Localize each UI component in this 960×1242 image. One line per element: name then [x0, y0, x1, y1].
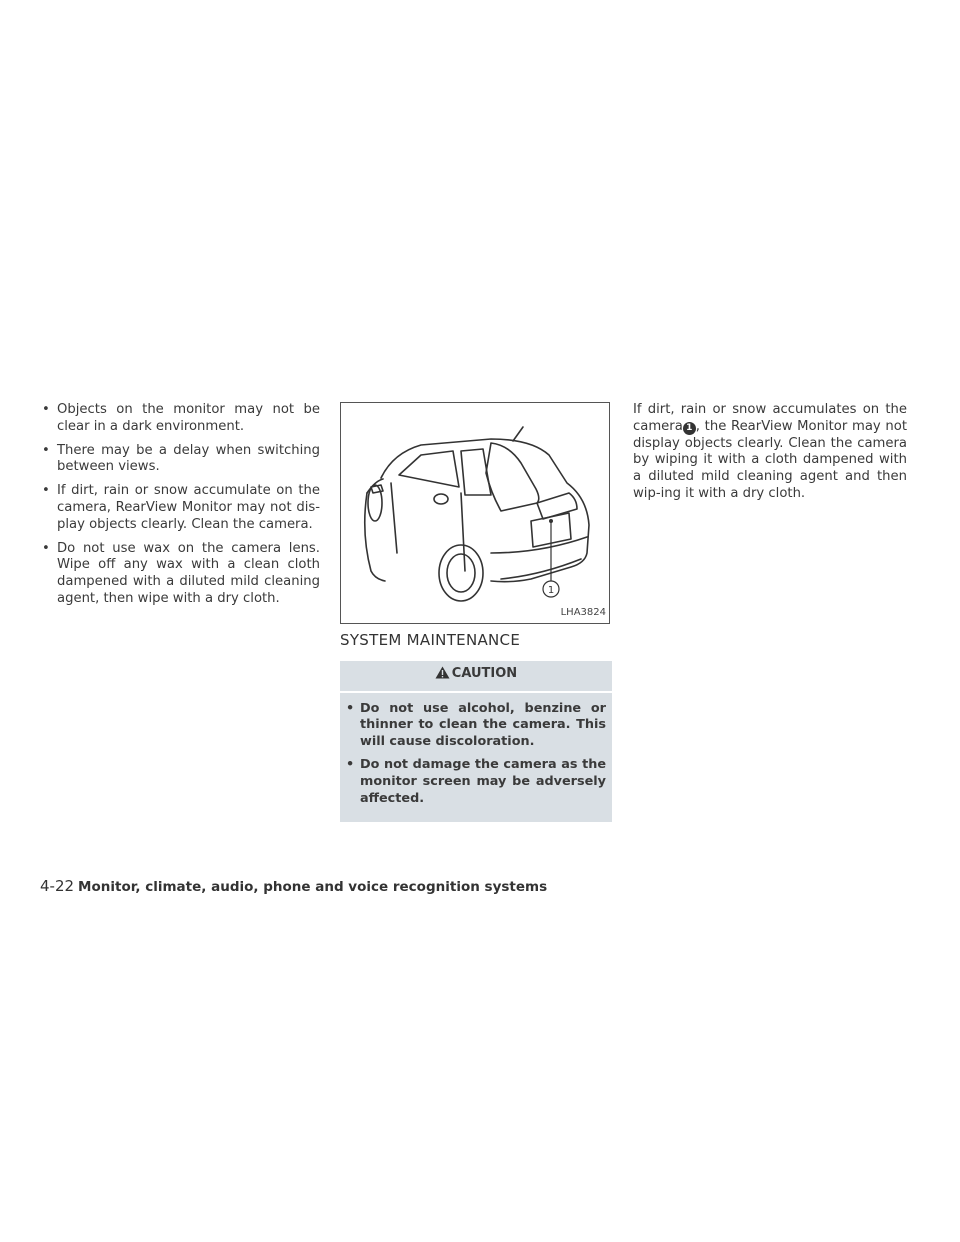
car-rear-view-drawing: [341, 403, 609, 623]
page-footer: [40, 877, 547, 895]
list-item: • Do not damage the camera as the monitor screen may be adversely affected.: [346, 757, 606, 806]
caution-list: [346, 701, 606, 808]
page-number: 4-22: [40, 877, 75, 895]
section-heading: SYSTEM MAINTENANCE: [340, 631, 521, 649]
figure-code: LHA3824: [560, 607, 606, 619]
rear-camera-illustration: [340, 402, 610, 624]
warning-triangle-icon: [435, 666, 450, 685]
list-item: • Do not use wax on the camera lens. Wipe off any wax with a clean cloth dampened with a diluted mild cleaning agent, then wipe with a dry cloth.: [42, 540, 320, 606]
left-column: [40, 402, 320, 615]
bullet-icon: •: [42, 540, 50, 556]
bullet-icon: •: [42, 483, 50, 499]
maintenance-paragraph: If dirt, rain or snow accumulates on the camera 1 , the RearView Monitor may not display objects clearly. Clean the camera by wiping it with a cloth dampened with a diluted mild cleaning agent and then wip-ing it with a dry cloth.: [633, 402, 907, 501]
figure-callout-label: 1: [547, 585, 555, 596]
chapter-title: Monitor, climate, audio, phone and voice recognition systems: [78, 879, 548, 895]
list-item: • Objects on the monitor may not be clear in a dark environment.: [42, 402, 320, 434]
bullet-icon: •: [346, 757, 355, 773]
bullet-icon: •: [42, 442, 50, 458]
callout-number-icon: 1: [683, 422, 696, 435]
caution-title: CAUTION: [451, 665, 518, 681]
list-item: • If dirt, rain or snow accumulate on the camera, RearView Monitor may not dis-play objects clearly. Clean the camera.: [42, 483, 320, 532]
list-item: • Do not use alcohol, benzine or thinner to clean the camera. This will cause discoloration.: [346, 700, 606, 749]
caution-title-row: [340, 661, 612, 693]
bullet-icon: •: [42, 402, 50, 417]
list-item: • There may be a delay when switching between views.: [42, 442, 320, 475]
bullet-icon: •: [346, 700, 355, 716]
right-column: [633, 402, 907, 503]
precaution-list: [40, 402, 320, 608]
middle-column: [340, 402, 612, 822]
caution-box: [340, 661, 612, 822]
